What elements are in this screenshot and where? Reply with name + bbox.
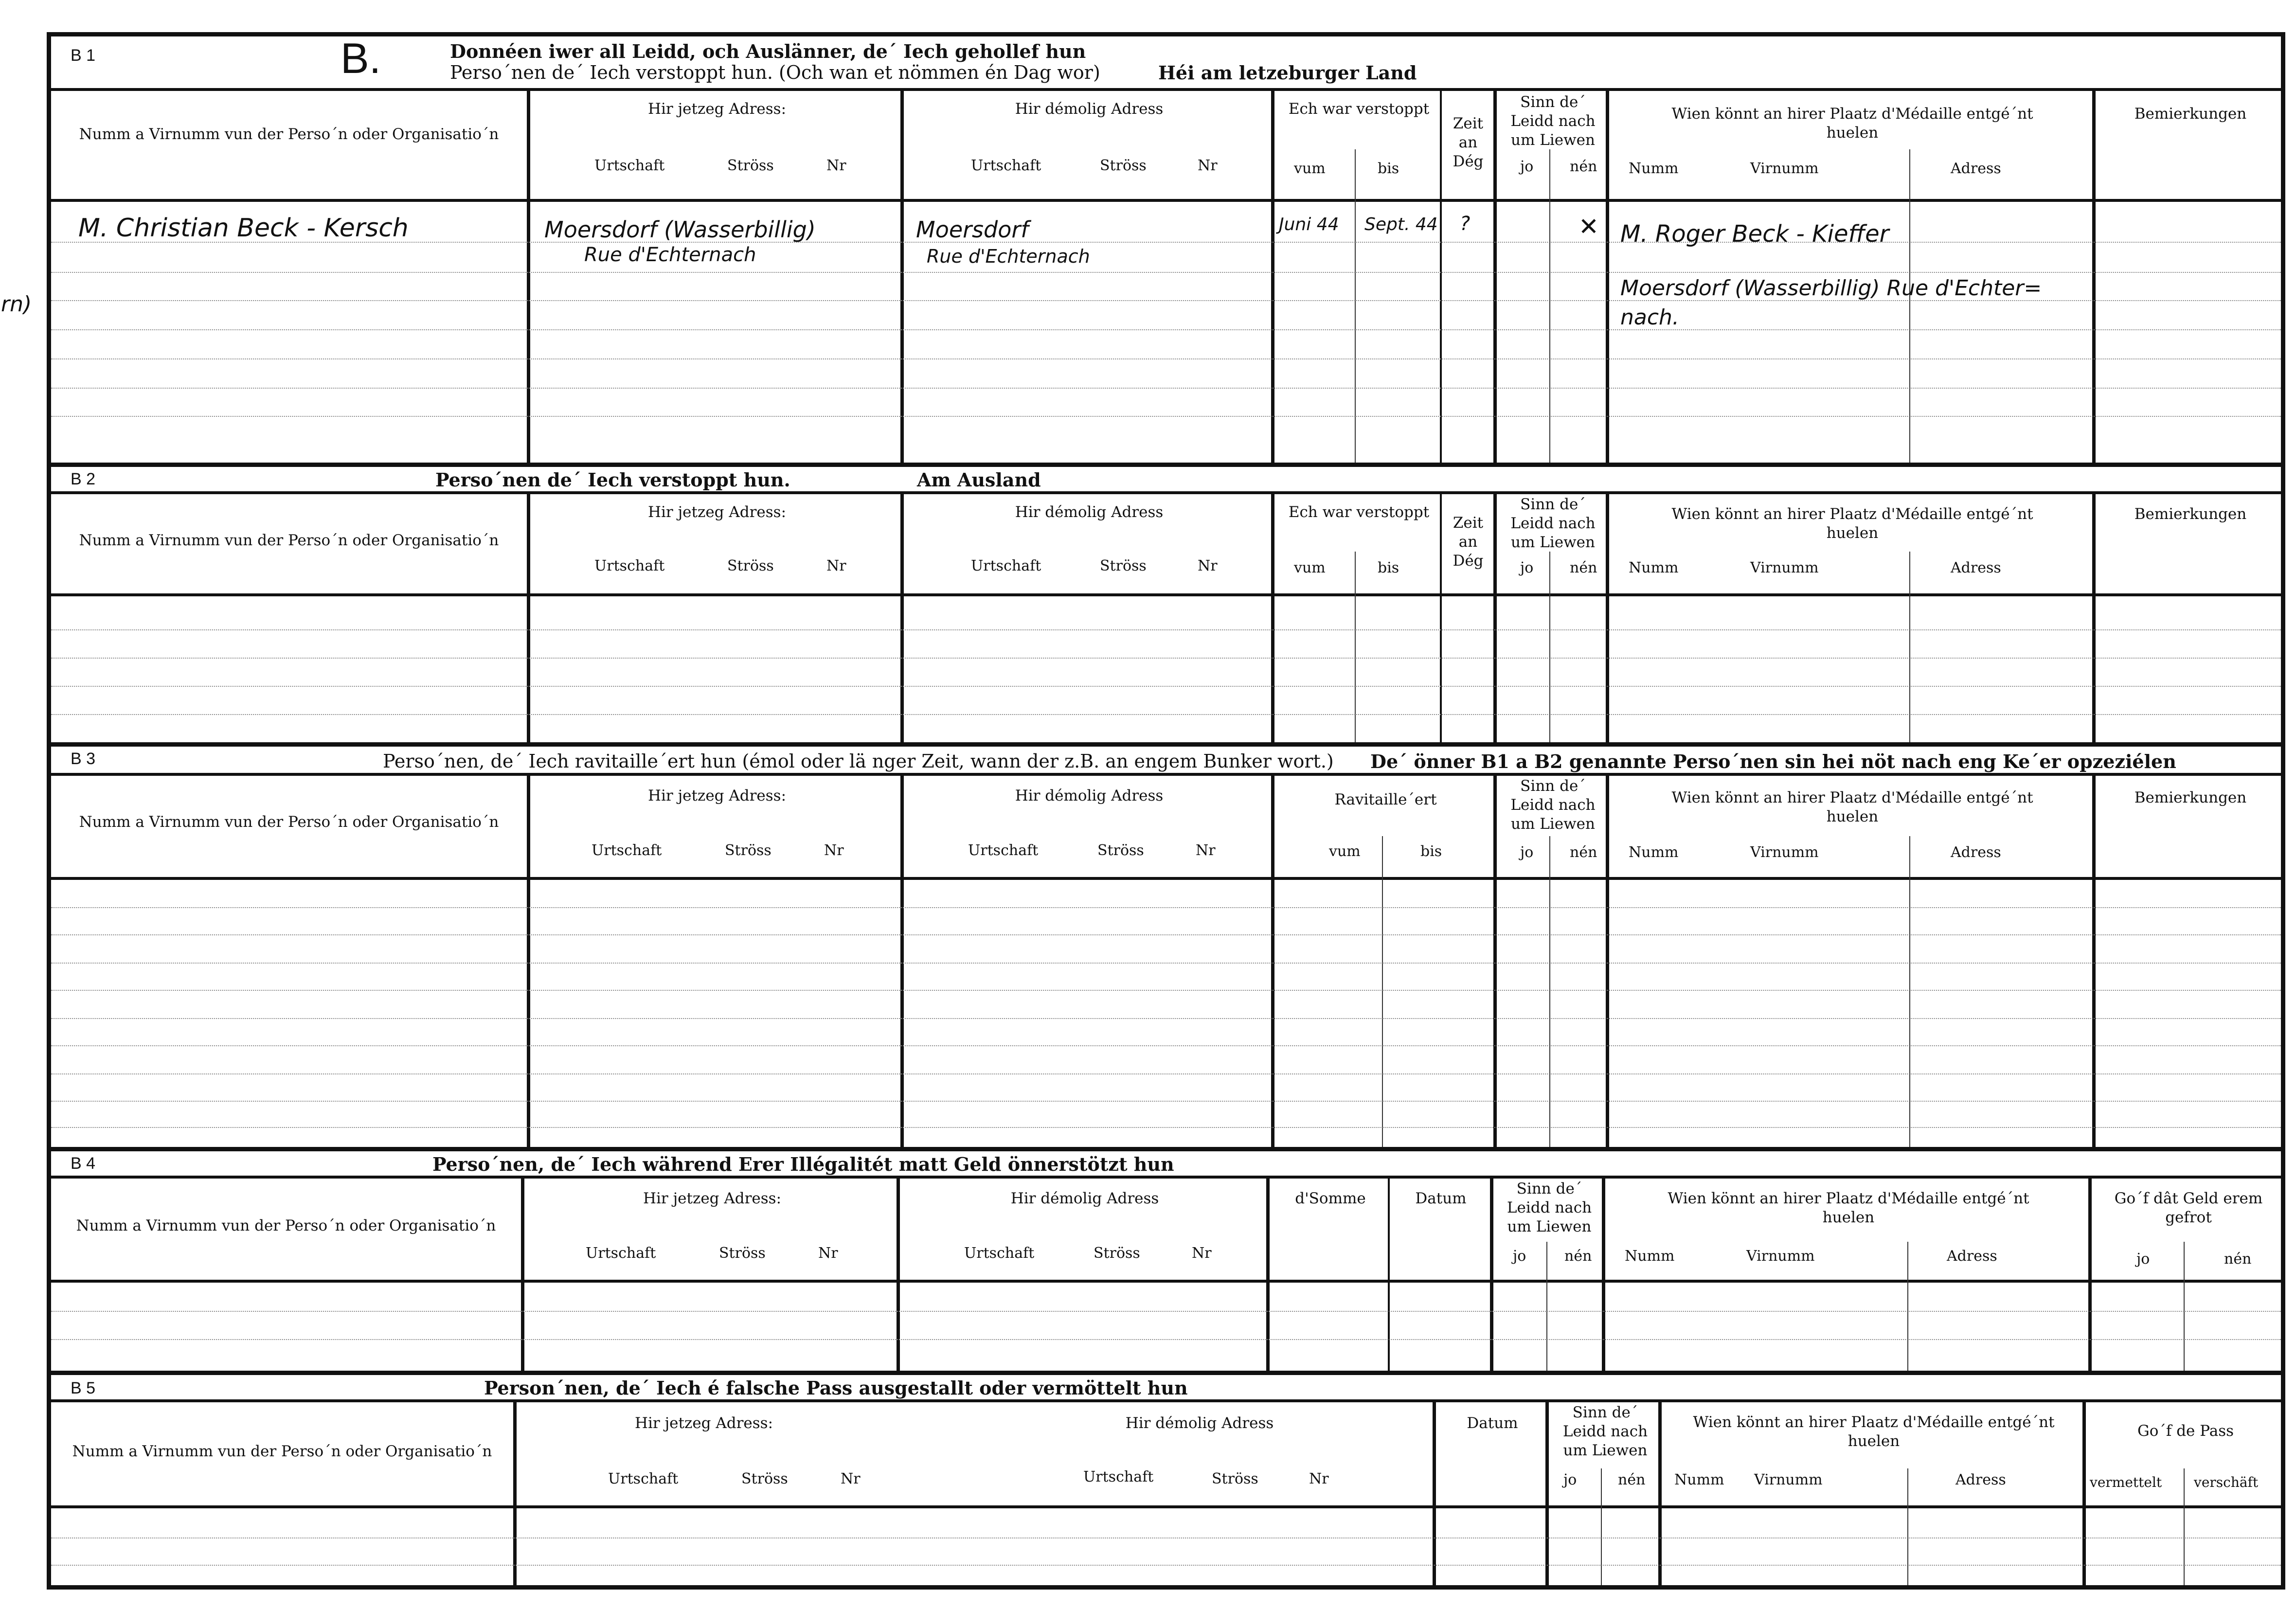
b2-h-vum: vum (1294, 559, 1326, 576)
b1-big-letter: B. (341, 34, 381, 82)
b1-entry-medal-address-1: Moersdorf (Wasserbillig) Rue d'Echter= (1620, 276, 2042, 301)
b1-h-for-stross: Ströss (1100, 157, 1147, 174)
b3-line-4 (51, 990, 2281, 991)
hiding-form (47, 32, 2285, 1590)
b2-h-for-nr: Nr (1198, 557, 1218, 574)
b5-h-nen: nén (1618, 1471, 1646, 1488)
b5-h-cur-urt: Urtschaft (608, 1470, 679, 1487)
b4-h-former: Hir démolig Adress (1010, 1190, 1159, 1207)
b3-line-5 (51, 1018, 2281, 1019)
b3-h-virnumm: Virnumm (1750, 844, 1819, 861)
section-b3 (51, 747, 2281, 1151)
b4-h-cur-urt: Urtschaft (586, 1245, 656, 1262)
b1-h-cur-stross: Ströss (727, 157, 774, 174)
b3-line-9 (51, 1127, 2281, 1128)
b3-h-nen: nén (1570, 844, 1597, 861)
b3-h-medal: Wien könnt an hirer Plaatz d'Médaille entgé´nt huelen (1671, 789, 2033, 825)
b5-h-former: Hir démolig Adress (1125, 1414, 1274, 1432)
b4-h-for-stross: Ströss (1094, 1245, 1140, 1262)
b2-h-for-urt: Urtschaft (971, 557, 1041, 574)
b1-h-adress: Adress (1951, 160, 2001, 177)
b4-h-nen: nén (1564, 1248, 1592, 1265)
b1-entry-current-place: Moersdorf (Wasserbillig) (544, 216, 816, 243)
b4-h-sinn: Sinn de´ Leidd nach um Liewen (1507, 1180, 1592, 1235)
b2-h-name: Numm a Virnumm vun der Perso´n oder Organisatio´n (79, 532, 499, 549)
b2-h-sinn: Sinn de´ Leidd nach um Liewen (1510, 496, 1596, 551)
b1-title-line2: Perso´nen de´ Iech verstoppt hun. (Och wan et nömmen én Dag wor) (450, 62, 1100, 83)
b2-line-3 (51, 686, 2281, 687)
b2-h-cur-urt: Urtschaft (594, 557, 665, 574)
b3-h-vum: vum (1329, 843, 1361, 860)
b5-h-gof: Go´f de Pass (2137, 1422, 2234, 1440)
b2-h-numm: Numm (1629, 559, 1679, 576)
b5-h-verschaft: verschäft (2194, 1474, 2259, 1490)
b5-h-virnumm: Virnumm (1754, 1471, 1823, 1488)
b1-line-5 (51, 358, 2281, 359)
b5-section-id: B 5 (71, 1379, 96, 1397)
b1-h-jo: jo (1520, 158, 1534, 175)
b2-h-cur-stross: Ströss (727, 557, 774, 574)
b2-section-id: B 2 (71, 470, 96, 488)
b2-h-remarks: Bemierkungen (2134, 505, 2247, 523)
b3-line-7 (51, 1073, 2281, 1074)
b5-h-current: Hir jetzeg Adress: (634, 1414, 773, 1432)
b4-sep-virnumm-adress (1907, 1242, 1908, 1371)
b5-h-for-stross: Ströss (1212, 1470, 1258, 1487)
b5-h-vermettelt: vermettelt (2090, 1474, 2162, 1490)
b1-entry-name: M. Christian Beck - Kersch (78, 214, 409, 243)
b1-h-remarks: Bemierkungen (2134, 105, 2247, 123)
b2-table (51, 494, 2281, 742)
b4-h-for-nr: Nr (1192, 1245, 1212, 1262)
b3-h-cur-nr: Nr (824, 842, 844, 859)
b3-h-for-stross: Ströss (1097, 842, 1144, 859)
b3-line-3 (51, 963, 2281, 964)
b2-h-cur-nr: Nr (826, 557, 846, 574)
b3-h-ravit: Ravitaille´ert (1334, 791, 1437, 808)
b1-h-virnumm: Virnumm (1750, 160, 1819, 177)
b3-h-adress: Adress (1951, 844, 2001, 861)
b1-line-2 (51, 272, 2281, 273)
b3-h-name: Numm a Virnumm vun der Perso´n oder Organisatio´n (79, 813, 499, 831)
b3-h-cur-urt: Urtschaft (592, 842, 662, 859)
b5-table (51, 1402, 2281, 1585)
b2-h-former: Hir démolig Adress (1015, 503, 1164, 521)
b4-title-strip (51, 1151, 2281, 1179)
b2-h-jo: jo (1520, 559, 1534, 576)
b3-header-row (51, 776, 2281, 880)
b1-h-bis: bis (1378, 160, 1399, 177)
b2-title: Perso´nen de´ Iech verstoppt hun. (435, 469, 790, 491)
b2-h-bis: bis (1378, 559, 1399, 576)
b1-title-line1: Donnéen iwer all Leidd, och Auslänner, de´ Iech gehollef hun (450, 40, 1086, 62)
b5-h-for-urt: Urtschaft (1083, 1468, 1154, 1485)
b4-h-current: Hir jetzeg Adress: (643, 1190, 782, 1207)
b4-h-for-urt: Urtschaft (964, 1245, 1035, 1262)
b1-h-name: Numm a Virnumm vun der Perso´n oder Organisatio´n (79, 125, 499, 143)
b1-h-current: Hir jetzeg Adress: (647, 100, 787, 118)
b3-h-cur-stross: Ströss (725, 842, 771, 859)
b5-h-cur-nr: Nr (841, 1470, 861, 1487)
b3-title-right: De´ önner B1 a B2 genannte Perso´nen sin hei nöt nach eng Ke´er opzeziélen (1370, 751, 2176, 772)
b4-line-1 (51, 1311, 2281, 1312)
section-b5 (51, 1375, 2281, 1585)
b3-title: Perso´nen, de´ Iech ravitaille´ert hun (émol oder lä nger Zeit, wann der z.B. an engem Bunker wort.) (383, 751, 1334, 772)
b5-h-numm: Numm (1674, 1471, 1724, 1488)
b5-h-adress: Adress (1955, 1471, 2006, 1488)
b4-h-adress: Adress (1947, 1248, 1997, 1265)
b5-h-jo: jo (1563, 1471, 1577, 1488)
b1-line-6 (51, 388, 2281, 389)
b5-sep-jo-nen (1601, 1468, 1602, 1585)
b4-table (51, 1179, 2281, 1371)
b2-line-1 (51, 629, 2281, 630)
b1-entry-medal-name: M. Roger Beck - Kieffer (1620, 220, 1889, 248)
b4-sep-jo-nen (1546, 1242, 1547, 1371)
b1-entry-to: Sept. 44 (1364, 215, 1438, 234)
b5-title: Person´nen, de´ Iech é falsche Pass ausgestallt oder vermöttelt hun (484, 1377, 1188, 1399)
b3-h-jo: jo (1520, 844, 1534, 861)
b1-h-zeit: Zeit an Dég (1453, 115, 1484, 170)
b4-line-2 (51, 1339, 2281, 1340)
b2-h-current: Hir jetzeg Adress: (647, 503, 787, 521)
b4-title: Perso´nen, de´ Iech während Erer Illégalitét matt Geld önnerstötzt hun (432, 1153, 1174, 1175)
b1-entry-alive-nen: ✕ (1578, 213, 1599, 241)
b4-h-gof: Go´f dât Geld erem gefrot (2114, 1190, 2263, 1226)
b1-h-medal: Wien könnt an hirer Plaatz d'Médaille entgé´nt huelen (1671, 105, 2033, 142)
b1-table (51, 91, 2281, 463)
b3-h-current: Hir jetzeg Adress: (647, 787, 787, 804)
b4-h-numm: Numm (1625, 1248, 1675, 1265)
section-b2 (51, 467, 2281, 747)
b4-section-id: B 4 (71, 1154, 96, 1173)
b4-h-cur-stross: Ströss (719, 1245, 766, 1262)
b4-sep-gof (2184, 1242, 2185, 1371)
b3-h-remarks: Bemierkungen (2134, 789, 2247, 806)
b5-h-datum: Datum (1467, 1414, 1518, 1432)
b1-line-7 (51, 416, 2281, 417)
b1-entry-current-street: Rue d'Echternach (584, 244, 756, 266)
b1-h-cur-urt: Urtschaft (594, 157, 665, 174)
b1-h-nen: nén (1570, 158, 1597, 175)
b1-line-4 (51, 329, 2281, 330)
b1-entry-former-place: Moersdorf (916, 216, 1029, 243)
b1-entry-former-street: Rue d'Echternach (927, 246, 1090, 267)
b5-h-name: Numm a Virnumm vun der Perso´n oder Organisatio´n (72, 1443, 492, 1460)
b5-header-row (51, 1402, 2281, 1508)
b4-h-cur-nr: Nr (818, 1245, 838, 1262)
b3-h-sinn: Sinn de´ Leidd nach um Liewen (1510, 777, 1596, 833)
b1-h-former: Hir démolig Adress (1015, 100, 1164, 118)
b1-title-strip (51, 36, 2281, 91)
b2-h-virnumm: Virnumm (1750, 559, 1819, 576)
b1-entry-from: Juni 44 (1279, 215, 1339, 234)
b3-line-1 (51, 907, 2281, 908)
b5-h-sinn: Sinn de´ Leidd nach um Liewen (1562, 1404, 1648, 1459)
b2-h-hidden: Ech war verstoppt (1288, 503, 1430, 521)
b3-h-former: Hir démolig Adress (1015, 787, 1164, 804)
b3-line-2 (51, 934, 2281, 935)
b5-h-for-nr: Nr (1309, 1470, 1329, 1487)
b5-sep-virnumm-adress (1907, 1468, 1908, 1585)
b1-header-row (51, 91, 2281, 202)
b1-entry-days: ? (1460, 213, 1471, 235)
b5-h-medal: Wien könnt an hirer Plaatz d'Médaille entgé´nt huelen (1693, 1413, 2055, 1450)
b1-h-cur-nr: Nr (826, 157, 846, 174)
b1-h-for-urt: Urtschaft (971, 157, 1041, 174)
b3-h-bis: bis (1420, 843, 1442, 860)
b4-h-datum: Datum (1415, 1190, 1467, 1207)
b4-h-name: Numm a Virnumm vun der Perso´n oder Organisatio´n (76, 1217, 496, 1234)
b2-h-nen: nén (1570, 559, 1597, 576)
b1-h-sinn: Sinn de´ Leidd nach um Liewen (1510, 93, 1596, 149)
b4-h-nen2: nén (2224, 1251, 2252, 1268)
section-b1 (51, 36, 2281, 467)
b2-line-4 (51, 714, 2281, 715)
b1-section-id: B 1 (71, 46, 96, 65)
b2-title-strip (51, 467, 2281, 494)
b3-h-for-nr: Nr (1196, 842, 1216, 859)
b3-title-strip (51, 747, 2281, 776)
b2-line-2 (51, 658, 2281, 659)
b5-h-cur-stross: Ströss (741, 1470, 788, 1487)
b4-h-virnumm: Virnumm (1746, 1248, 1815, 1265)
b2-header-row (51, 494, 2281, 596)
b2-h-adress: Adress (1951, 559, 2001, 576)
b5-sep-gof (2184, 1468, 2185, 1585)
b1-entry-medal-address-2: nach. (1620, 305, 1679, 330)
b4-h-medal: Wien könnt an hirer Plaatz d'Médaille entgé´nt huelen (1668, 1190, 2029, 1226)
b4-h-jo: jo (1513, 1248, 1526, 1265)
margin-note: rn) (1, 292, 32, 317)
b4-header-row (51, 1179, 2281, 1283)
b2-title-right: Am Ausland (917, 469, 1041, 491)
b4-h-somme: d'Somme (1295, 1190, 1366, 1207)
b2-h-medal: Wien könnt an hirer Plaatz d'Médaille entgé´nt huelen (1671, 505, 2033, 542)
b1-title-right: Héi am letzeburger Land (1158, 62, 1417, 84)
b1-h-hidden: Ech war verstoppt (1288, 100, 1430, 118)
b3-h-numm: Numm (1629, 844, 1679, 861)
b3-line-8 (51, 1101, 2281, 1102)
b1-h-vum: vum (1294, 160, 1326, 177)
b1-h-numm: Numm (1629, 160, 1679, 177)
b1-h-for-nr: Nr (1198, 157, 1218, 174)
b5-title-strip (51, 1375, 2281, 1402)
b5-line-2 (51, 1565, 2281, 1566)
b3-h-for-urt: Urtschaft (968, 842, 1039, 859)
b3-line-6 (51, 1045, 2281, 1046)
b3-section-id: B 3 (71, 750, 96, 768)
b2-h-for-stross: Ströss (1100, 557, 1147, 574)
b3-table (51, 776, 2281, 1147)
b2-h-zeit: Zeit an Dég (1453, 514, 1484, 570)
b4-h-jo2: jo (2136, 1251, 2150, 1268)
section-b4 (51, 1151, 2281, 1375)
b5-line-1 (51, 1537, 2281, 1538)
